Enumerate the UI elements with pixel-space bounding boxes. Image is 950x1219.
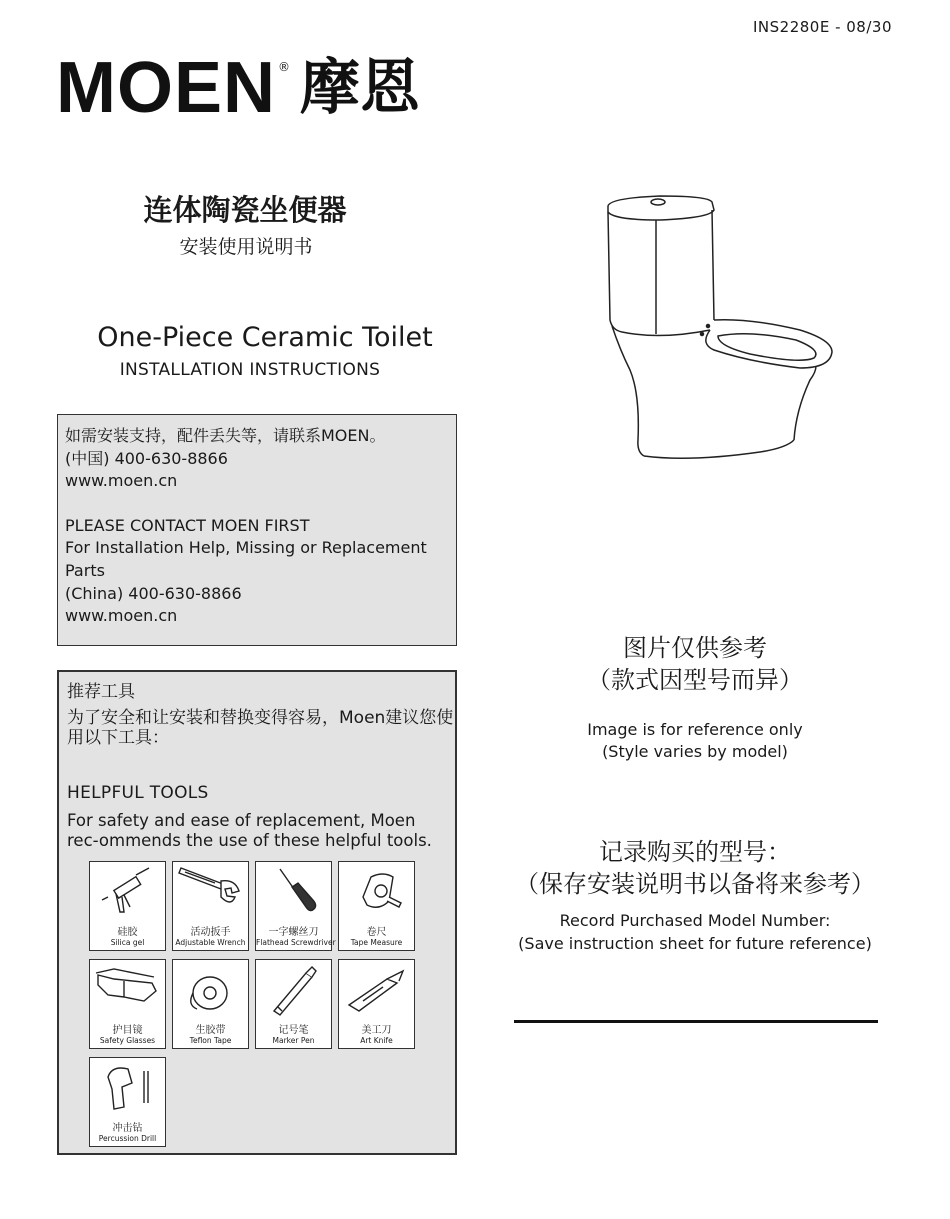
safety-glasses-icon	[94, 965, 161, 1017]
record-en	[505, 909, 885, 955]
tape-measure-icon	[343, 867, 410, 919]
tool-cn-label: 一字螺丝刀	[268, 927, 319, 938]
tool-cn-label: 冲击钻	[112, 1123, 143, 1134]
subtitle-cn: 安装使用说明书	[179, 236, 313, 258]
tool-adjustable-wrench	[172, 861, 249, 951]
screwdriver-icon	[260, 867, 327, 919]
tool-marker-pen	[255, 959, 332, 1049]
reference-en-line1: Image is for reference only	[587, 720, 803, 739]
subtitle-en: INSTALLATION INSTRUCTIONS	[119, 360, 381, 380]
helpful-tools-box	[57, 670, 457, 1155]
contact-en-phone: (China) 400-630-8866	[65, 583, 242, 603]
record-cn-line1: 记录购买的型号：	[599, 838, 791, 866]
contact-cn-phone: (中国) 400-630-8866	[65, 448, 228, 468]
logo-registered-mark: ®	[278, 60, 290, 74]
tool-en-label: Teflon Tape	[189, 1036, 232, 1045]
drill-icon	[94, 1063, 161, 1115]
reference-cn-line1: 图片仅供参考	[623, 634, 767, 662]
tool-en-label: Percussion Drill	[98, 1134, 157, 1143]
tool-cn-label: 美工刀	[361, 1025, 392, 1036]
reference-en	[520, 719, 870, 763]
marker-pen-icon	[260, 965, 327, 1017]
caulk-gun-icon	[94, 867, 161, 919]
tool-cn-label: 卷尺	[366, 927, 387, 938]
record-en-line1: Record Purchased Model Number:	[559, 911, 831, 930]
tool-cn-label: 硅胶	[117, 927, 138, 938]
moen-logo	[56, 48, 420, 128]
record-en-line2: (Save instruction sheet for future reference)	[518, 934, 872, 953]
tool-cn-label: 活动扳手	[190, 927, 231, 938]
tool-teflon-tape	[172, 959, 249, 1049]
contact-cn-line: 如需安装支持，配件丢失等，请联系MOEN。	[65, 426, 386, 445]
title-en: One-Piece Ceramic Toilet	[97, 322, 433, 353]
tool-en-label: Tape Measure	[350, 938, 403, 947]
teflon-tape-icon	[177, 965, 244, 1017]
model-number-line	[514, 1020, 878, 1023]
logo-brand-cn: 摩恩	[300, 53, 420, 123]
tools-cn-desc: 为了安全和让安装和替换变得容易，Moen建议您使用以下工具：	[67, 708, 454, 748]
tool-en-label: Silica gel	[110, 938, 145, 947]
tool-percussion-drill	[89, 1057, 166, 1147]
toilet-illustration	[600, 190, 840, 470]
reference-en-line2: (Style varies by model)	[602, 742, 788, 761]
tool-en-label: Marker Pen	[272, 1036, 315, 1045]
contact-en-heading: PLEASE CONTACT MOEN FIRST	[65, 515, 310, 535]
tool-cn-label: 记号笔	[278, 1025, 309, 1036]
tool-cn-label: 生胶带	[195, 1025, 226, 1036]
tool-flathead-screwdriver	[255, 861, 336, 951]
wrench-icon	[177, 867, 244, 919]
tool-en-label: Adjustable Wrench	[175, 938, 246, 947]
contact-en-line1: For Installation Help, Missing or Replacement	[65, 538, 427, 558]
art-knife-icon	[343, 965, 410, 1017]
record-cn	[505, 836, 885, 900]
logo-brand: MOEN	[56, 48, 276, 128]
tools-en-heading: HELPFUL TOOLS	[67, 783, 209, 803]
tool-silica-gel	[89, 861, 166, 951]
contact-cn-web[interactable]: www.moen.cn	[65, 471, 178, 491]
contact-en-line2: Parts	[65, 560, 105, 580]
reference-cn	[520, 632, 870, 696]
contact-en-web[interactable]: www.moen.cn	[65, 606, 178, 626]
reference-cn-line2: （款式因型号而异）	[587, 666, 803, 694]
tool-art-knife	[338, 959, 415, 1049]
tools-en-desc: For safety and ease of replacement, Moen rec-ommends the use of these helpful tools.	[67, 811, 432, 850]
tool-safety-glasses	[89, 959, 166, 1049]
tools-cn-heading: 推荐工具	[67, 682, 135, 702]
title-cn: 连体陶瓷坐便器	[143, 193, 347, 227]
tool-en-label: Safety Glasses	[99, 1036, 156, 1045]
tool-tape-measure	[338, 861, 415, 951]
tool-en-label: Art Knife	[360, 1036, 393, 1045]
contact-box	[57, 414, 457, 646]
tool-en-label: Flathead Screwdriver	[256, 938, 336, 947]
tool-cn-label: 护目镜	[112, 1025, 143, 1036]
record-cn-line2: （保存安装说明书以备将来参考）	[515, 870, 875, 898]
document-id: INS2280E - 08/30	[753, 18, 892, 36]
